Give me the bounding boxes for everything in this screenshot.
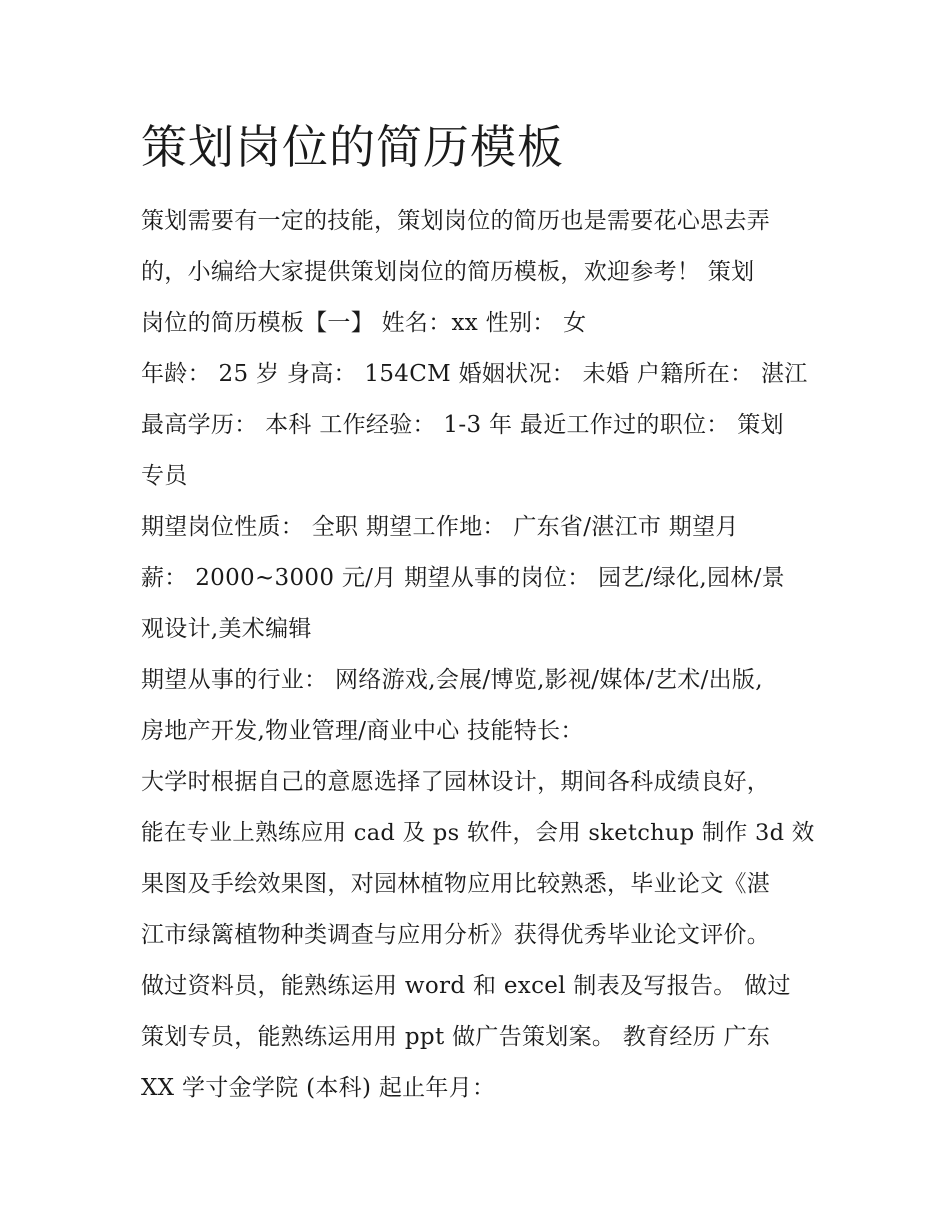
document-title: 策划岗位的简历模板	[141, 120, 564, 174]
body-line: 薪： 2000~3000 元/月 期望从事的岗位： 园艺/绿化,园林/景	[141, 565, 785, 591]
body-line: 的，小编给大家提供策划岗位的简历模板，欢迎参考！ 策划	[141, 259, 755, 285]
body-line: 江市绿篱植物种类调查与应用分析》获得优秀毕业论文评价。	[141, 922, 771, 948]
body-line: 策划专员，能熟练运用用 ppt 做广告策划案。 教育经历 广东	[141, 1024, 771, 1050]
body-line: XX 学寸金学院 (本科) 起止年月：	[141, 1075, 496, 1101]
body-line: 能在专业上熟练应用 cad 及 ps 软件，会用 sketchup 制作 3d 效	[141, 820, 815, 846]
body-line: 果图及手绘效果图，对园林植物应用比较熟悉，毕业论文《湛	[141, 871, 771, 897]
body-line: 期望岗位性质： 全职 期望工作地： 广东省/湛江市 期望月	[141, 514, 739, 540]
body-line: 最高学历： 本科 工作经验： 1-3 年 最近工作过的职位： 策划	[141, 412, 784, 438]
body-line: 做过资料员，能熟练运用 word 和 excel 制表及写报告。 做过	[141, 973, 791, 999]
body-line: 房地产开发,物业管理/商业中心 技能特长：	[141, 718, 584, 744]
body-line: 大学时根据自己的意愿选择了园林设计，期间各科成绩良好，	[141, 769, 771, 795]
body-line: 岗位的简历模板【一】 姓名：xx 性别： 女	[141, 310, 587, 336]
body-line: 策划需要有一定的技能，策划岗位的简历也是需要花心思去弄	[141, 208, 771, 234]
body-line: 观设计,美术编辑	[141, 616, 312, 642]
body-line: 期望从事的行业： 网络游戏,会展/博览,影视/媒体/艺术/出版,	[141, 667, 763, 693]
body-line: 年龄： 25 岁 身高： 154CM 婚姻状况： 未婚 户籍所在： 湛江	[141, 361, 808, 387]
body-line: 专员	[141, 463, 188, 489]
